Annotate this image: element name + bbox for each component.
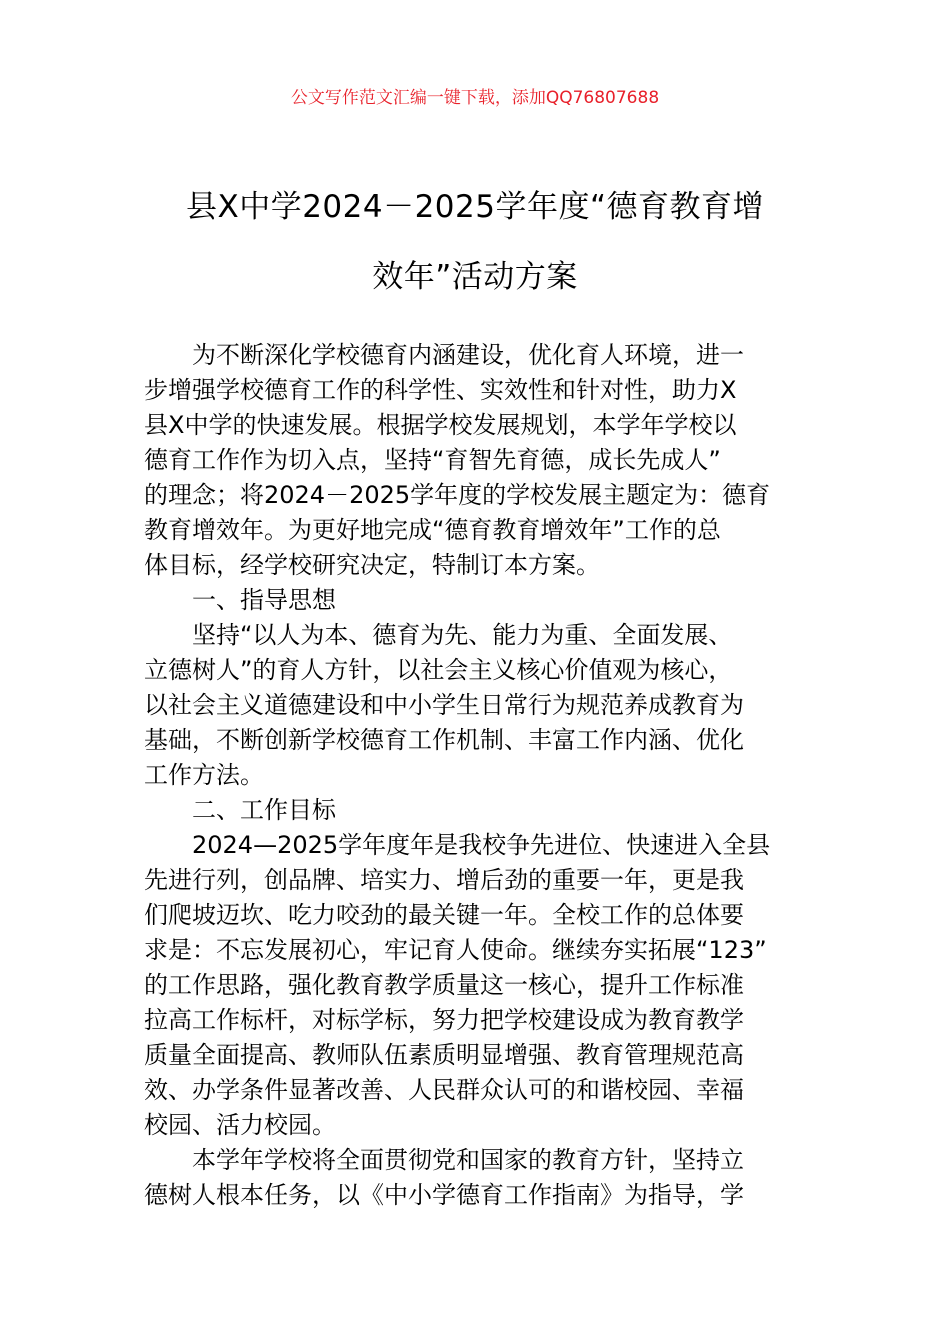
document-body	[144, 338, 808, 1213]
intro-paragraph	[144, 338, 808, 583]
text-line: 工作方法。	[144, 761, 264, 789]
work-goals-paragraph	[144, 828, 808, 1143]
text-line: 本学年学校将全面贯彻党和国家的教育方针，坚持立	[192, 1146, 744, 1174]
section-heading-work-goals: 二、工作目标	[192, 796, 336, 824]
text-line: 德树人根本任务，以《中小学德育工作指南》为指导，学	[144, 1181, 744, 1209]
text-line: 立德树人”的育人方针，以社会主义核心价值观为核心，	[144, 656, 733, 684]
text-line: 求是：不忘发展初心，牢记育人使命。继续夯实拓展“123”	[144, 936, 767, 964]
text-line: 的理念；将2024－2025学年度的学校发展主题定为：德育	[144, 481, 771, 509]
text-line: 教育增效年。为更好地完成“德育教育增效年”工作的总	[144, 516, 721, 544]
text-line: 体目标，经学校研究决定，特制订本方案。	[144, 551, 600, 579]
text-line: 先进行列，创品牌、培实力、增后劲的重要一年，更是我	[144, 866, 744, 894]
text-line: 的工作思路，强化教育教学质量这一核心，提升工作标准	[144, 971, 744, 999]
title-line-1: 县X中学2024－2025学年度“德育教育增	[185, 189, 765, 225]
work-goals-paragraph-2	[144, 1143, 808, 1213]
text-line: 县X中学的快速发展。根据学校发展规划，本学年学校以	[144, 411, 737, 439]
text-line: 德育工作作为切入点，坚持“育智先育德，成长先成人”	[144, 446, 721, 474]
section-heading-guiding-ideology: 一、指导思想	[192, 586, 336, 614]
text-line: 校园、活力校园。	[144, 1111, 336, 1139]
text-line: 2024—2025学年度年是我校争先进位、快速进入全县	[192, 831, 771, 859]
text-line: 拉高工作标杆，对标学标，努力把学校建设成为教育教学	[144, 1006, 744, 1034]
document-title	[140, 172, 810, 312]
text-line: 以社会主义道德建设和中小学生日常行为规范养成教育为	[144, 691, 744, 719]
text-line: 坚持“以人为本、德育为先、能力为重、全面发展、	[192, 621, 733, 649]
text-line: 为不断深化学校德育内涵建设，优化育人环境，进一	[192, 341, 744, 369]
text-line: 质量全面提高、教师队伍素质明显增强、教育管理规范高	[144, 1041, 744, 1069]
promo-banner[interactable]: 公文写作范文汇编一键下载，添加QQ76807688	[290, 88, 660, 108]
text-line: 们爬坡迈坎、吃力咬劲的最关键一年。全校工作的总体要	[144, 901, 744, 929]
title-line-2: 效年”活动方案	[372, 259, 578, 295]
text-line: 效、办学条件显著改善、人民群众认可的和谐校园、幸福	[144, 1076, 744, 1104]
text-line: 基础，不断创新学校德育工作机制、丰富工作内涵、优化	[144, 726, 744, 754]
text-line: 步增强学校德育工作的科学性、实效性和针对性，助力X	[144, 376, 737, 404]
guiding-ideology-paragraph	[144, 618, 808, 793]
